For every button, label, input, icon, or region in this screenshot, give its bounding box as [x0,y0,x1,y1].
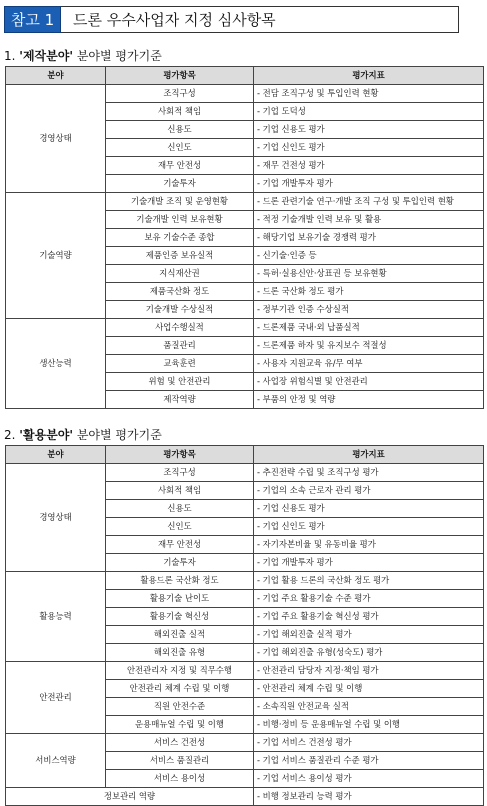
indicator-cell: - 소속직원 안전교육 실적 [254,698,484,716]
criteria-cell: 정보관리 역량 [6,788,254,806]
criteria-cell: 운용매뉴얼 수립 및 이행 [106,716,254,734]
table-row [6,319,484,337]
column-header: 분야 [6,446,106,464]
criteria-cell: 사회적 책임 [106,103,254,121]
category-cell: 경영상태 [6,464,106,572]
indicator-cell: - 전담 조직구성 및 투입인력 현황 [254,85,484,103]
indicator-cell: - 신기술·인증 등 [254,247,484,265]
category-cell: 서비스역량 [6,734,106,788]
indicator-cell: - 기업 신인도 평가 [254,518,484,536]
indicator-cell: - 기업 개발투자 평가 [254,554,484,572]
indicator-cell: - 기업 서비스 품질관리 수준 평가 [254,752,484,770]
indicator-cell: - 추진전략 수립 및 조직구성 평가 [254,464,484,482]
criteria-cell: 안전관리 체계 수립 및 이행 [106,680,254,698]
criteria-cell: 사업수행실적 [106,319,254,337]
column-header: 평가항목 [106,67,254,85]
criteria-cell: 지식재산권 [106,265,254,283]
section1-number: 1. [4,49,16,63]
indicator-cell: - 드론 관련기술 연구·개발 조직 구성 및 투입인력 현황 [254,193,484,211]
criteria-cell: 기술개발 수상실적 [106,301,254,319]
indicator-cell: - 자기자본비율 및 유동비율 평가 [254,536,484,554]
criteria-cell: 사회적 책임 [106,482,254,500]
indicator-cell: - 기업 주요 활용기술 혁신성 평가 [254,608,484,626]
indicator-cell: - 기업 주요 활용기술 수준 평가 [254,590,484,608]
indicator-cell: - 비행·정비 등 운용매뉴얼 수립 및 이행 [254,716,484,734]
indicator-cell: - 부품의 안정 및 역량 [254,391,484,409]
section1-table [5,66,484,409]
indicator-cell: - 기업 서비스 건전성 평가 [254,734,484,752]
indicator-cell: - 드론 국산화 정도 평가 [254,283,484,301]
criteria-cell: 기술개발 인력 보유현황 [106,211,254,229]
category-cell: 경영상태 [6,85,106,193]
table-row [6,464,484,482]
table-header-row [6,67,484,85]
criteria-cell: 조직구성 [106,464,254,482]
section2-title-rest: 분야별 평가기준 [76,428,162,442]
column-header: 평가항목 [106,446,254,464]
category-cell: 기술역량 [6,193,106,319]
indicator-cell: - 적정 기술개발 인력 보유 및 활용 [254,211,484,229]
column-header: 평가지표 [254,446,484,464]
criteria-cell: 활용드론 국산화 정도 [106,572,254,590]
criteria-cell: 제작역량 [106,391,254,409]
indicator-cell: - 해당기업 보유기술 경쟁력 평가 [254,229,484,247]
criteria-cell: 조직구성 [106,85,254,103]
indicator-cell: - 드론제품 하자 및 유지보수 적절성 [254,337,484,355]
section2-table [5,445,484,806]
table-row [6,788,484,806]
category-cell: 생산능력 [6,319,106,409]
reference-tag: 참고 1 [4,6,61,33]
table-row [6,662,484,680]
section2-quoted-title: '활용분야' [19,428,73,442]
criteria-cell: 서비스 품질관리 [106,752,254,770]
criteria-cell: 재무 안전성 [106,157,254,175]
criteria-cell: 신인도 [106,518,254,536]
table-row [6,193,484,211]
criteria-cell: 재무 안전성 [106,536,254,554]
criteria-cell: 해외진출 유형 [106,644,254,662]
section1-quoted-title: '제작분야' [19,49,73,63]
indicator-cell: - 기업 신용도 평가 [254,500,484,518]
section1-heading [4,47,162,64]
indicator-cell: - 정부기관 인증 수상실적 [254,301,484,319]
criteria-cell: 서비스 건전성 [106,734,254,752]
criteria-cell: 품질관리 [106,337,254,355]
column-header: 평가지표 [254,67,484,85]
category-cell: 활용능력 [6,572,106,662]
indicator-cell: - 기업 서비스 용이성 평가 [254,770,484,788]
criteria-cell: 직원 안전수준 [106,698,254,716]
indicator-cell: - 기업 해외진출 실적 평가 [254,626,484,644]
indicator-cell: - 사용자 지원교육 유/무 여부 [254,355,484,373]
indicator-cell: - 기업 해외진출 유형(성숙도) 평가 [254,644,484,662]
criteria-cell: 위험 및 안전관리 [106,373,254,391]
criteria-cell: 제품국산화 정도 [106,283,254,301]
criteria-cell: 기술개발 조직 및 운영현황 [106,193,254,211]
criteria-cell: 신용도 [106,121,254,139]
indicator-cell: - 비행 정보관리 능력 평가 [254,788,484,806]
criteria-cell: 기술투자 [106,175,254,193]
indicator-cell: - 기업 개발투자 평가 [254,175,484,193]
criteria-cell: 서비스 용이성 [106,770,254,788]
table-header-row [6,446,484,464]
indicator-cell: - 드론제품 국내·외 납품실적 [254,319,484,337]
criteria-cell: 해외진출 실적 [106,626,254,644]
criteria-cell: 제품인증 보유실적 [106,247,254,265]
indicator-cell: - 기업 활용 드론의 국산화 정도 평가 [254,572,484,590]
section1-title-rest: 분야별 평가기준 [76,49,162,63]
criteria-cell: 신인도 [106,139,254,157]
indicator-cell: - 안전관리 체계 수립 및 이행 [254,680,484,698]
section2-number: 2. [4,428,16,442]
criteria-cell: 보유 기술수준 종합 [106,229,254,247]
indicator-cell: - 사업장 위험식별 및 안전관리 [254,373,484,391]
table-row [6,85,484,103]
indicator-cell: - 재무 건전성 평가 [254,157,484,175]
indicator-cell: - 기업 도덕성 [254,103,484,121]
criteria-cell: 활용기술 난이도 [106,590,254,608]
criteria-cell: 활용기술 혁신성 [106,608,254,626]
indicator-cell: - 기업 신용도 평가 [254,121,484,139]
document-title: 드론 우수사업자 지정 심사항목 [61,6,459,33]
indicator-cell: - 기업의 소속 근로자 관리 평가 [254,482,484,500]
criteria-cell: 교육훈련 [106,355,254,373]
criteria-cell: 안전관리자 지정 및 직무수행 [106,662,254,680]
indicator-cell: - 특허·실용신안·상표권 등 보유현황 [254,265,484,283]
category-cell: 안전관리 [6,662,106,734]
reference-header [4,6,459,33]
table-row [6,572,484,590]
criteria-cell: 신용도 [106,500,254,518]
indicator-cell: - 기업 신인도 평가 [254,139,484,157]
section2-heading [4,426,162,443]
column-header: 분야 [6,67,106,85]
table-row [6,734,484,752]
criteria-cell: 기술투자 [106,554,254,572]
indicator-cell: - 안전관리 담당자 지정·책임 평가 [254,662,484,680]
